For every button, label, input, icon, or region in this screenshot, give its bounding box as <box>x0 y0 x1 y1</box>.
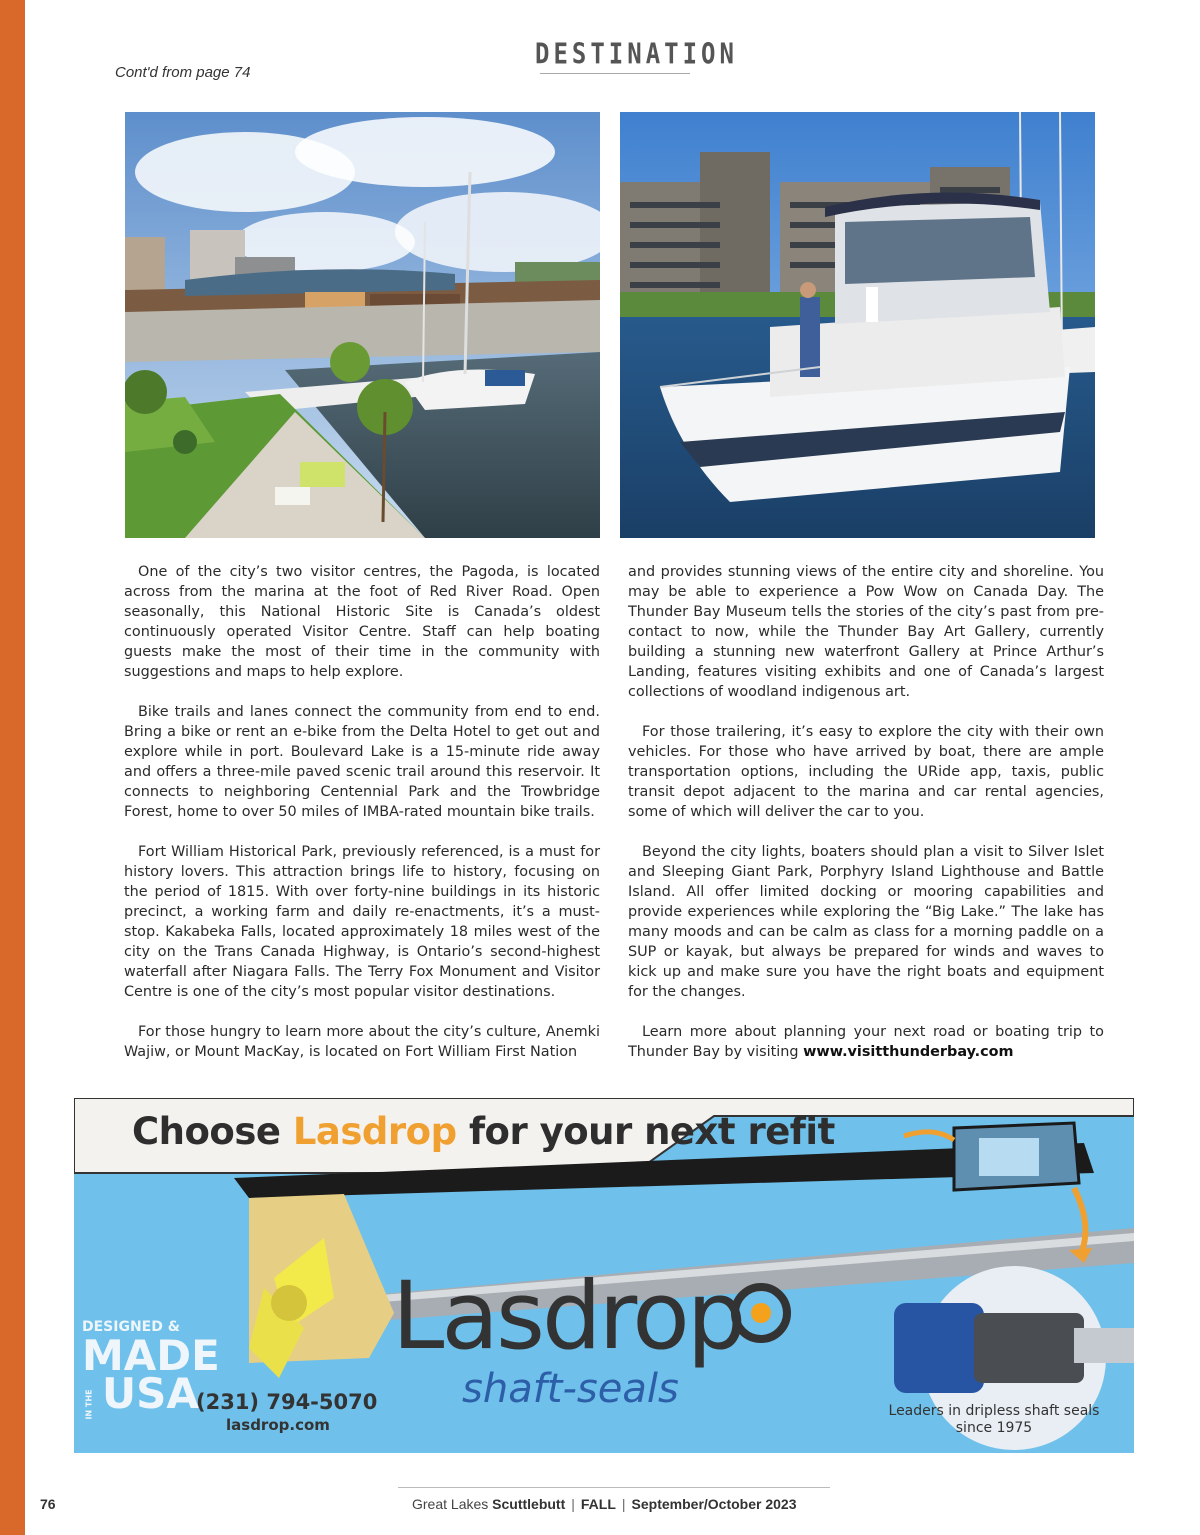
visit-thunder-bay-link[interactable]: www.visitthunderbay.com <box>803 1044 1014 1060</box>
article-paragraph: Bike trails and lanes connect the community from end to end. Bring a bike or rent an e-bike from the Delta Hotel to get out and explore while in port. Boulevard Lake is a 15-minute ride away and offers a three-mile paved scenic trail around this reservoir. It connects to neighboring Centennial Park and the Trowbridge Forest, home to over 50 miles of IMBA-rated mountain bike trails. <box>124 704 600 820</box>
in-the-label: IN THE <box>84 1389 94 1420</box>
issue-date: September/October 2023 <box>631 1496 797 1512</box>
article-paragraph: One of the city’s two visitor centres, the Pagoda, is located across from the marina at the foot of Red River Road. Open seasonally, this National Historic Site is Canada’s oldest continuously operated Visitor Centre. Staff can help boating guests make the most of their time in the community with suggestions and maps to help explore. <box>124 564 600 680</box>
footer-separator: | <box>621 1496 626 1512</box>
footer-rule <box>398 1487 830 1488</box>
ad-phone[interactable]: (231) 794-5070 <box>196 1390 378 1414</box>
continued-note: Cont'd from page 74 <box>115 64 251 81</box>
made-label: MADE <box>82 1331 220 1380</box>
designed-made-label: DESIGNED & <box>82 1319 180 1335</box>
article-paragraph: Beyond the city lights, boaters should plan a visit to Silver Islet and Sleeping Giant Park, Porphyry Island Lighthouse and Battle Island. All offer limited docking or mooring capabilities and provide experiences while exploring the “Big Lake.” The lake has many moods and can be calm as class for a morning paddle on a SUP or kayak, but always be prepared for winds and waves to kick up and make sure you have the right boats and equipment for the changes. <box>628 844 1104 1000</box>
footer-separator: | <box>571 1496 575 1512</box>
ad-headline <box>132 1110 835 1153</box>
publication-name: Great Lakes <box>412 1496 493 1512</box>
footer-publication <box>412 1496 797 1512</box>
side-accent-bar <box>0 0 25 1535</box>
ad-website[interactable]: lasdrop.com <box>226 1416 330 1434</box>
lasdrop-logo: Lasdrop <box>392 1262 744 1371</box>
yacht-harbor-photo <box>620 112 1095 538</box>
article-paragraph: Fort William Historical Park, previously referenced, is a must for history lovers. This attraction brings life to history, focusing on the period of 1815. With over forty-nine buildings in its historic precinct, a working farm and daily re-enactments, it’s a must-stop. Kakabeka Falls, located approximately 18 miles west of the city on the Trans Canada Highway, is Ontario’s second-highest waterfall after Niagara Falls. The Terry Fox Monument and Visitor Centre is one of the city’s most popular visitor destinations. <box>124 844 600 1000</box>
ad-headline-pre: Choose <box>132 1110 293 1153</box>
article-paragraph: For those trailering, it’s easy to explore the city with their own vehicles. For those who have arrived by boat, there are ample transportation options, including the URide app, taxis, public transit depot adjacent to the marina and car rental agencies, some of which will deliver the car to you. <box>628 724 1104 820</box>
page-number: 76 <box>40 1496 56 1512</box>
article-closing-paragraph <box>628 1022 1104 1062</box>
marina-waterfront-photo <box>125 112 600 538</box>
article-left-column <box>124 562 600 1082</box>
since-line: since 1975 <box>955 1420 1033 1436</box>
article-paragraph: and provides stunning views of the entire city and shoreline. You may be able to experience a Pow Wow on Canada Day. The Thunder Bay Museum tells the stories of the city’s past from pre-contact to now, while the Thunder Bay Art Gallery, currently building a stunning new waterfront Gallery at Prince Arthur’s Landing, features visiting exhibits and one of Canada’s largest collections of woodland indigenous art. <box>628 564 1104 700</box>
ad-tagline: shaft-seals <box>462 1366 679 1412</box>
article-paragraph: For those hungry to learn more about the city’s culture, Anemki Wajiw, or Mount MacKay, is located on Fort William First Nation <box>124 1024 600 1060</box>
ad-headline-post: for your next refit <box>456 1110 835 1153</box>
section-title: DESTINATION <box>535 37 738 71</box>
ad-headline-brand: Lasdrop <box>292 1110 457 1153</box>
lasdrop-advertisement[interactable] <box>74 1098 1134 1453</box>
leaders-line: Leaders in dripless shaft seals <box>888 1403 1100 1419</box>
publication-name-bold: Scuttlebutt <box>492 1496 566 1512</box>
closing-text: Learn more about planning your next road or boating trip to Thunder Bay by visiting <box>628 1024 1104 1060</box>
article-right-column <box>628 562 1104 1082</box>
issue-season: FALL <box>580 1496 616 1512</box>
usa-label: USA <box>102 1369 199 1418</box>
ad-leaders-text <box>874 1403 1114 1437</box>
section-title-rule <box>540 73 690 74</box>
